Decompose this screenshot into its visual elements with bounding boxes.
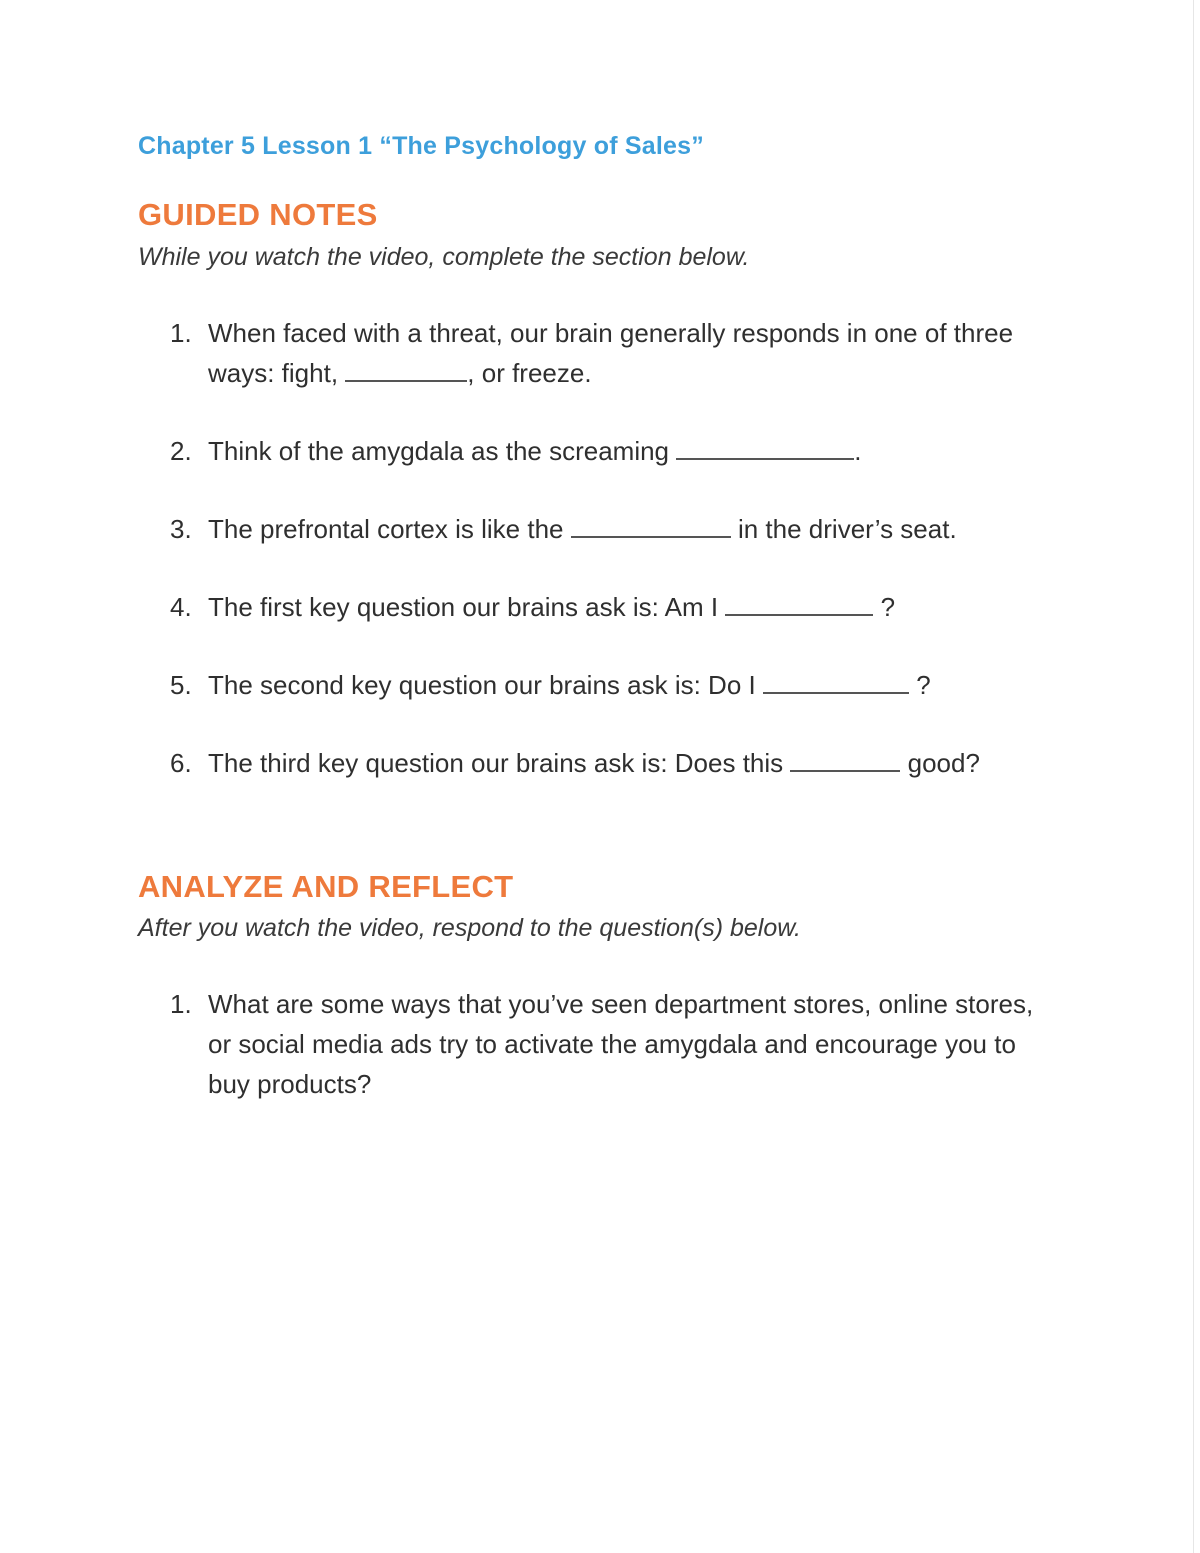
guided-note-item [170, 431, 1070, 471]
fill-in-blank[interactable] [676, 436, 854, 460]
item-text-before: The second key question our brains ask is: Do I [208, 670, 756, 700]
guided-note-item [170, 587, 1070, 627]
item-number: 4. [170, 592, 192, 622]
analyze-reflect-instructions: After you watch the video, respond to the question(s) below. [138, 914, 801, 942]
item-text-before: The third key question our brains ask is: Does this [208, 748, 784, 778]
guided-note-item [170, 313, 1070, 393]
item-number: 2. [170, 436, 192, 466]
item-text-before: The first key question our brains ask is: Am I [208, 592, 719, 622]
fill-in-blank[interactable] [763, 670, 909, 694]
reflect-question-item [170, 984, 1070, 1104]
guided-notes-instructions: While you watch the video, complete the section below. [138, 243, 750, 271]
guided-note-item [170, 743, 1070, 783]
fill-in-blank[interactable] [725, 592, 873, 616]
item-text-after: , or freeze. [467, 358, 592, 388]
item-text-before: When faced with a threat, our brain generally responds in one of three ways: fight, [208, 318, 1014, 388]
fill-in-blank[interactable] [790, 748, 900, 772]
guided-note-item [170, 509, 1070, 549]
reflect-question-text: What are some ways that you’ve seen department stores, online stores, or social media ads try to activate the amygdala and encourage you to buy products? [208, 989, 1034, 1099]
item-text-before: Think of the amygdala as the screaming [208, 436, 670, 466]
item-number: 5. [170, 670, 192, 700]
page-edge [1193, 0, 1194, 1553]
fill-in-blank[interactable] [571, 514, 731, 538]
item-number: 3. [170, 514, 192, 544]
guided-note-item [170, 665, 1070, 705]
analyze-reflect-heading: ANALYZE AND REFLECT [138, 869, 514, 904]
item-text-after: ? [916, 670, 931, 700]
item-text-after: . [854, 436, 862, 466]
item-text-after: good? [907, 748, 980, 778]
item-number: 1. [170, 318, 192, 348]
guided-notes-heading: GUIDED NOTES [138, 197, 378, 232]
item-number: 1. [170, 989, 192, 1019]
item-text-after: in the driver’s seat. [737, 514, 957, 544]
item-number: 6. [170, 748, 192, 778]
chapter-title: Chapter 5 Lesson 1 “The Psychology of Sales” [138, 132, 704, 160]
item-text-before: The prefrontal cortex is like the [208, 514, 564, 544]
fill-in-blank[interactable] [345, 358, 467, 382]
item-text-after: ? [880, 592, 896, 622]
